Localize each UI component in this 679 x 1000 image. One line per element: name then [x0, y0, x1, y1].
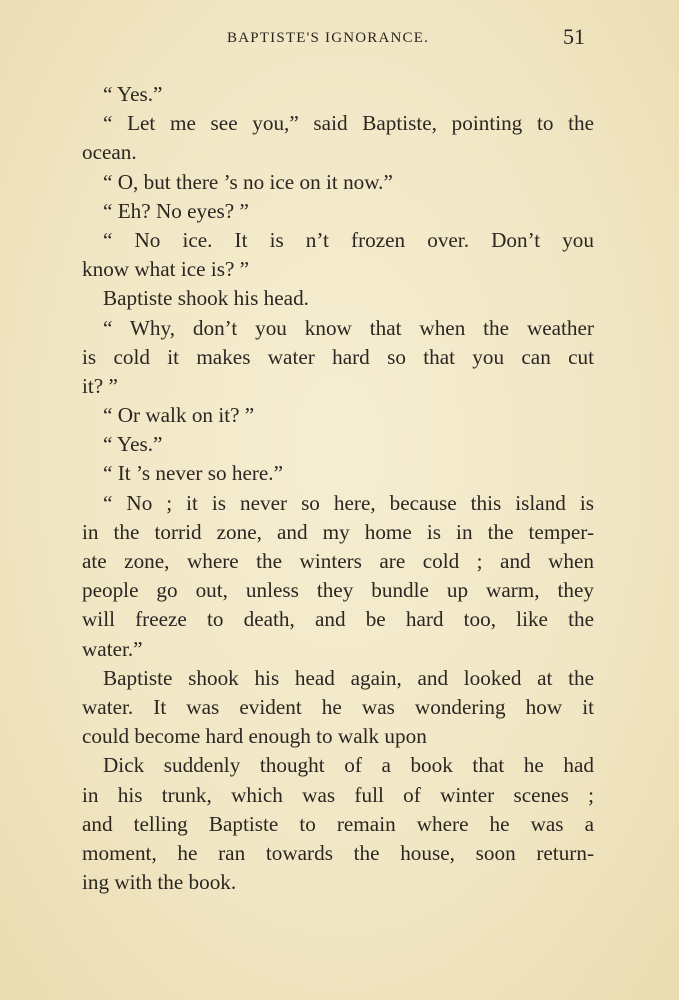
text-line: in the torrid zone, and my home is in the temper-	[82, 519, 594, 544]
text-line: and telling Baptiste to remain where he was a	[82, 811, 594, 836]
text-line: “ It ’s never so here.”	[103, 461, 284, 486]
text-line: Dick suddenly thought of a book that he had	[103, 753, 594, 778]
running-head: BAPTISTE'S IGNORANCE.	[227, 30, 430, 46]
text-line: moment, he ran towards the house, soon return-	[82, 840, 594, 865]
text-line: “ No ; it is never so here, because this island is	[103, 490, 594, 515]
text-line: water.”	[82, 636, 143, 661]
text-line: know what ice is? ”	[82, 257, 250, 282]
text-line: people go out, unless they bundle up warm, they	[82, 578, 594, 603]
text-line: “ Eh? No eyes? ”	[103, 198, 249, 223]
text-line: ate zone, where the winters are cold ; and when	[82, 549, 594, 573]
text-line: “ Why, don’t you know that when the weather	[103, 315, 594, 340]
text-line: “ Yes.”	[103, 432, 163, 457]
text-line: ocean.	[82, 140, 137, 165]
text-line: Baptiste shook his head.	[103, 286, 309, 311]
page-number: 51	[563, 24, 585, 49]
text-line: is cold it makes water hard so that you can cut	[82, 344, 594, 369]
text-line: water. It was evident he was wondering how it	[82, 694, 594, 719]
text-line: will freeze to death, and be hard too, like the	[82, 607, 594, 632]
text-line: “ Yes.”	[103, 82, 163, 106]
text-line: ing with the book.	[82, 870, 237, 895]
text-line: “ Let me see you,” said Baptiste, pointing to the	[103, 111, 594, 136]
body-text	[82, 80, 594, 897]
text-line: “ Or walk on it? ”	[103, 403, 255, 428]
text-line: could become hard enough to walk upon	[82, 724, 427, 749]
text-line: Baptiste shook his head again, and looked at the	[103, 665, 594, 690]
text-line: it? ”	[82, 373, 118, 398]
text-line: “ O, but there ’s no ice on it now.”	[103, 169, 393, 194]
text-line: “ No ice. It is n’t frozen over. Don’t you	[103, 227, 594, 252]
text-line: in his trunk, which was full of winter scenes ;	[82, 782, 594, 807]
